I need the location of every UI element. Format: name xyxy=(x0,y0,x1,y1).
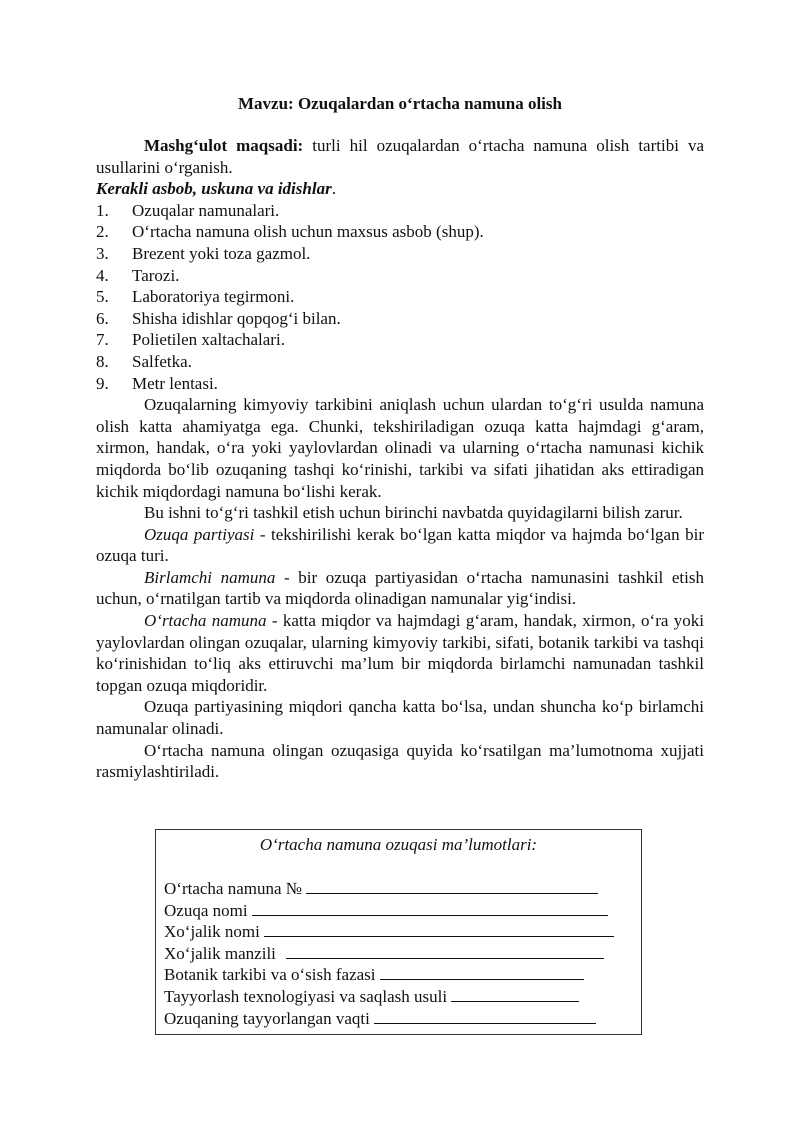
definition-text: - tekshirilishi kerak bo‘lgan katta miqdor va hajmda bo‘lgan bir ozuqa turi. xyxy=(96,524,704,566)
list-item xyxy=(96,243,704,265)
form-field-feed-name xyxy=(164,900,633,922)
document-page xyxy=(96,93,704,783)
form-field-label: O‘rtacha namuna № xyxy=(164,879,302,898)
list-item xyxy=(96,200,704,222)
form-field-label: Ozuqa nomi xyxy=(164,900,248,920)
purpose-paragraph xyxy=(96,135,704,178)
form-field-blank[interactable] xyxy=(252,901,608,916)
list-item-text: Laboratoriya tegirmoni. xyxy=(132,287,295,307)
list-item xyxy=(96,373,704,395)
form-field-preparation-time xyxy=(164,1008,633,1030)
list-item-text: Shisha idishlar qopqog‘i bilan. xyxy=(132,308,341,328)
definition-text: - bir ozuqa partiyasidan o‘rtacha namunasini tashkil etish uchun, o‘rnatilgan tartib va miqdorda olinadigan namunalar yig‘indisi. xyxy=(96,567,704,609)
form-field-label: Xo‘jalik manzili xyxy=(164,943,276,963)
list-item xyxy=(96,221,704,243)
list-item-number: 9. xyxy=(96,373,109,393)
purpose-text: turli hil ozuqalardan o‘rtacha namuna olish tartibi va usullarini o‘rganish. xyxy=(96,136,704,177)
definition-text: - katta miqdor va hajmdagi g‘aram, handak, xirmon, o‘ra yoki yaylovlardan olingan ozuqalar, ularning kimyoviy tarkibi, sifati, botanik tarkibi va tashqi ko‘rinishidan to‘liq aks ettiruvchi ma’lum bir miqdorda birlamchi namunadan tashkil topgan ozuqa miqdoridir. xyxy=(96,611,704,695)
list-item-text: Polietilen xaltachalari. xyxy=(132,330,285,350)
list-item-number: 1. xyxy=(96,200,109,220)
list-item-number: 2. xyxy=(96,222,109,242)
form-field-blank[interactable] xyxy=(286,944,604,959)
equipment-heading-suffix: . xyxy=(331,179,336,199)
page-title: Mavzu: Ozuqalardan o‘rtacha namuna olish xyxy=(238,94,562,113)
list-item-number: 5. xyxy=(96,287,109,307)
list-item-text: Brezent yoki toza gazmol. xyxy=(132,243,311,263)
list-item xyxy=(96,329,704,351)
form-field-blank[interactable] xyxy=(306,879,598,894)
list-item xyxy=(96,351,704,373)
form-field-farm-address xyxy=(164,943,633,965)
form-field-preparation-technology xyxy=(164,986,633,1008)
form-field-label: Botanik tarkibi va o‘sish fazasi xyxy=(164,965,376,985)
form-field-label: Tayyorlash texnologiyasi va saqlash usuli xyxy=(164,986,448,1006)
definition-term: O‘rtacha namuna xyxy=(144,611,267,631)
list-item-number: 3. xyxy=(96,243,109,263)
body-paragraph: Ozuqa partiyasining miqdori qancha katta bo‘lsa, undan shuncha ko‘p birlamchi namunalar olinadi. xyxy=(96,697,704,739)
form-field-blank[interactable] xyxy=(264,922,614,937)
definition-term: Birlamchi namuna xyxy=(144,567,276,587)
list-item-text: O‘rtacha namuna olish uchun maxsus asbob (shup). xyxy=(132,222,484,242)
list-item xyxy=(96,308,704,330)
list-item-number: 7. xyxy=(96,330,109,350)
form-field-blank[interactable] xyxy=(380,965,584,980)
form-field-label: Xo‘jalik nomi xyxy=(164,922,260,942)
equipment-heading-text: Kerakli asbob, uskuna va idishlar xyxy=(96,179,332,199)
form-field-blank[interactable] xyxy=(451,987,579,1002)
definition-paragraph xyxy=(96,524,704,567)
list-item-number: 8. xyxy=(96,351,109,371)
sample-info-form xyxy=(155,829,642,1035)
form-field-botanical-composition xyxy=(164,964,633,986)
list-item-text: Tarozi. xyxy=(132,265,180,285)
definition-term: Ozuqa partiyasi xyxy=(144,524,255,544)
body-paragraph: Bu ishni to‘g‘ri tashkil etish uchun birinchi navbatda quyidagilarni bilish zarur. xyxy=(144,503,683,523)
definition-paragraph xyxy=(96,567,704,610)
list-item-text: Salfetka. xyxy=(132,351,192,371)
list-item-text: Ozuqalar namunalari. xyxy=(132,200,280,220)
definition-paragraph xyxy=(96,610,704,696)
list-item xyxy=(96,286,704,308)
purpose-label: Mashg‘ulot maqsadi: xyxy=(144,136,304,155)
body-paragraph: O‘rtacha namuna olingan ozuqasiga quyida ko‘rsatilgan ma’lumotnoma xujjati rasmiylashtiriladi. xyxy=(96,740,704,782)
form-field-blank[interactable] xyxy=(374,1009,596,1024)
list-item-text: Metr lentasi. xyxy=(132,373,218,393)
equipment-heading xyxy=(96,178,704,200)
form-field-farm-name xyxy=(164,921,633,943)
equipment-list xyxy=(96,200,704,394)
form-field-label: Ozuqaning tayyorlangan vaqti xyxy=(164,1008,370,1028)
body-paragraph: Ozuqalarning kimyoviy tarkibini aniqlash uchun ulardan to‘g‘ri usulda namuna olish katta ahamiyatga ega. Chunki, tekshiriladigan ozuqa katta hajmdagi g‘aram, xirmon, handak, o‘ra yoki yaylovlardan olinadi va ularning o‘rtacha namunasi kichik miqdorda bo‘lib ozuqaning tashqi ko‘rinishi, tarkibi va sifati jihatidan aks ettiradigan kichik miqdordagi namuna bo‘lishi kerak. xyxy=(96,395,704,501)
list-item-number: 6. xyxy=(96,308,109,328)
list-item xyxy=(96,265,704,287)
form-field-sample-number xyxy=(164,878,633,900)
form-title: O‘rtacha namuna ozuqasi ma’lumotlari: xyxy=(259,835,538,854)
list-item-number: 4. xyxy=(96,265,109,285)
